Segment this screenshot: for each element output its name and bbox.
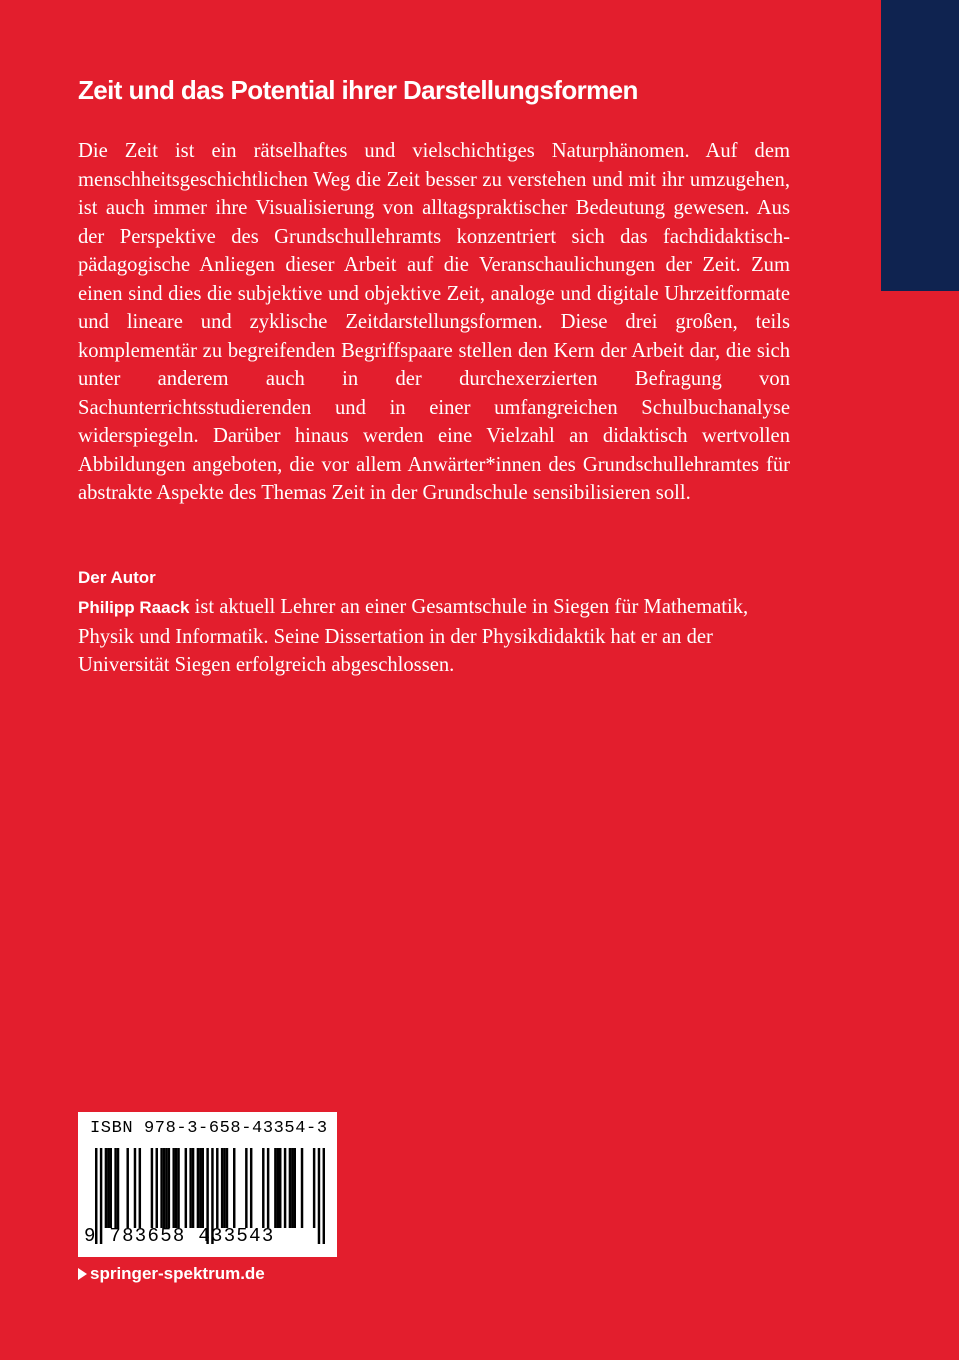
author-name: Philipp Raack: [78, 598, 190, 617]
play-arrow-icon: [78, 1268, 87, 1280]
barcode-bar: [245, 1148, 247, 1228]
barcode-bar: [226, 1148, 228, 1228]
barcode-bar: [134, 1148, 136, 1228]
barcode-bar: [223, 1148, 225, 1228]
barcode-bar: [216, 1148, 218, 1228]
barcode-bar: [126, 1148, 128, 1228]
barcode-bar: [274, 1148, 276, 1228]
barcode-bar: [250, 1148, 252, 1228]
barcode-bar: [172, 1148, 174, 1228]
barcode-bar: [192, 1148, 194, 1228]
barcode-bar: [168, 1148, 170, 1228]
barcode-bar: [107, 1148, 109, 1228]
barcode-bar: [110, 1148, 112, 1228]
barcode-bar: [279, 1148, 281, 1228]
barcode-bar: [139, 1148, 141, 1228]
isbn-label: ISBN 978-3-658-43354-3: [90, 1119, 328, 1138]
barcode-bar: [267, 1148, 269, 1228]
barcode-bar: [291, 1148, 293, 1228]
barcode-bar: [262, 1148, 264, 1228]
barcode-bar: [289, 1148, 291, 1228]
barcode-bar: [105, 1148, 107, 1228]
author-bio: [78, 593, 790, 680]
barcode-bar: [189, 1148, 191, 1228]
author-bio-text: ist aktuell Lehrer an einer Gesamtschule in Siegen für Mathematik, Physik und Informatik. Seine Dissertation in der Physikdidaktik hat er an der Universität Siegen erfolgreich abgeschlossen.: [78, 596, 749, 676]
barcode-bar: [151, 1148, 153, 1228]
barcode-bar: [175, 1148, 177, 1228]
barcode-bar: [301, 1148, 303, 1228]
publisher-url: springer-spektrum.de: [90, 1264, 265, 1283]
barcode-bar: [323, 1148, 325, 1244]
barcode-bar: [318, 1148, 320, 1244]
barcode-bar: [156, 1148, 158, 1228]
barcode-bar: [160, 1148, 162, 1228]
barcode-bar: [114, 1148, 116, 1228]
author-heading: Der Autor: [78, 568, 156, 587]
barcode-bar: [313, 1148, 315, 1228]
isbn-barcode-box: [78, 1112, 337, 1257]
barcode-bar: [163, 1148, 165, 1228]
barcode-bar: [202, 1148, 204, 1228]
book-title: Zeit und das Potential ihrer Darstellungsformen: [78, 75, 638, 105]
barcode-bar: [294, 1148, 296, 1228]
blurb-text: Die Zeit ist ein rätselhaftes und vielschichtiges Naturphänomen. Auf dem menschheitsgeschichtlichen Weg die Zeit besser zu verstehen und mit ihr umzugehen, ist auch immer ihre Visualisierung von alltagspraktischer Bedeutung gewesen. Aus der Perspektive des Grundschullehramts konzentriert sich das fachdidaktisch-pädagogische Anliegen dieser Arbeit auf die Veranschaulichungen der Zeit. Zum einen sind dies die subjektive und objektive Zeit, analoge und digitale Uhrzeitformate und lineare und zyklische Zeitdarstellungsformen. Diese drei großen, teils komplementär zu begreifenden Begriffspaare stellen den Kern der Arbeit dar, die sich unter anderem auch in der durchexerzierten Befragung von Sachunterrichtsstudierenden und in einer umfangreichen Schulbuchanalyse widerspiegeln. Darüber hinaus werden eine Vielzahl an didaktisch wertvollen Abbildungen angeboten, die vor allem Anwärter*innen des Grundschullehramtes für abstrakte Aspekte des Themas Zeit in der Grundschule sensibilisieren soll.: [78, 140, 790, 504]
barcode-bar: [177, 1148, 179, 1228]
barcode-bar: [185, 1148, 187, 1228]
barcode-bar: [197, 1148, 199, 1228]
publisher-link[interactable]: [78, 1263, 265, 1285]
barcode-digits: 9 783658 433543: [84, 1225, 275, 1247]
barcode-bar: [233, 1148, 235, 1228]
barcode-bar: [284, 1148, 286, 1228]
barcode-bar: [221, 1148, 223, 1228]
barcode-bar: [277, 1148, 279, 1228]
barcode-bar: [199, 1148, 201, 1228]
barcode-bar: [165, 1148, 167, 1228]
navy-corner-tab: [881, 0, 959, 291]
barcode-bar: [117, 1148, 119, 1228]
